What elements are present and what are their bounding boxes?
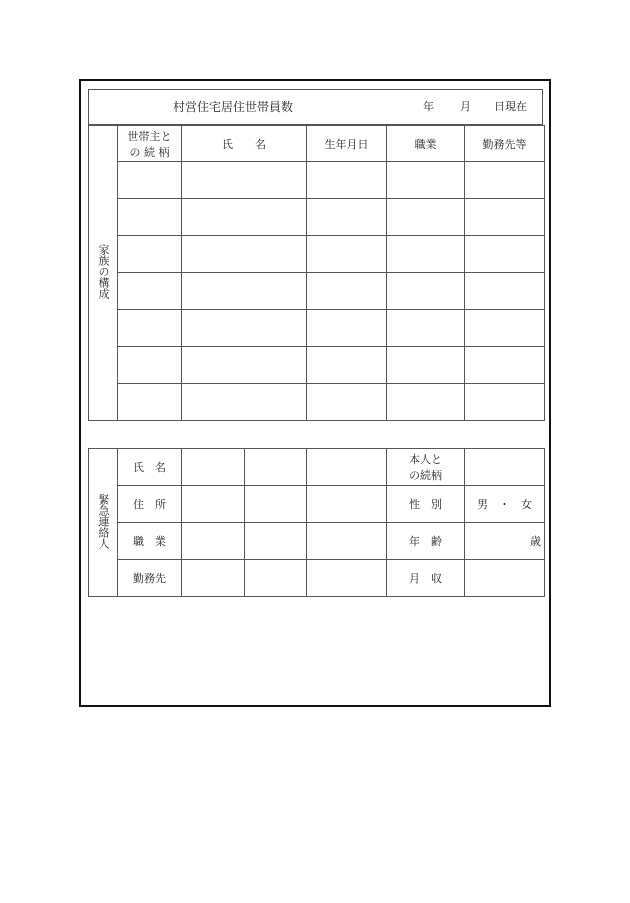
table-row (89, 310, 545, 347)
contact-job-field[interactable] (245, 523, 307, 560)
contact-sex-choice[interactable]: 男 ・ 女 (465, 486, 545, 523)
table-row (89, 560, 545, 597)
job-field[interactable] (387, 384, 465, 421)
work-field[interactable] (465, 310, 545, 347)
job-field[interactable] (387, 347, 465, 384)
job-header: 職業 (387, 126, 465, 162)
relation-header-line2: の 続 柄 (129, 145, 170, 159)
contact-relation-field[interactable] (465, 449, 545, 486)
emergency-table (88, 448, 545, 597)
table-row (89, 273, 545, 310)
contact-job-label: 職 業 (118, 523, 182, 560)
family-table (88, 125, 545, 421)
relation-field[interactable] (118, 273, 182, 310)
contact-age-label: 年 齢 (387, 523, 465, 560)
name-field[interactable] (182, 199, 307, 236)
contact-relation-line2: の続柄 (409, 469, 442, 482)
contact-address-field[interactable] (245, 486, 307, 523)
contact-job-field[interactable] (182, 523, 245, 560)
relation-field[interactable] (118, 236, 182, 273)
contact-name-field[interactable] (182, 449, 245, 486)
table-row (89, 199, 545, 236)
job-field[interactable] (387, 199, 465, 236)
date-day: 日現在 (494, 100, 527, 113)
contact-address-label: 住 所 (118, 486, 182, 523)
header-box (88, 89, 543, 125)
family-section-label: 家族の構成 (97, 244, 110, 299)
job-field[interactable] (387, 310, 465, 347)
contact-work-field[interactable] (245, 560, 307, 597)
job-field[interactable] (387, 273, 465, 310)
contact-name-field[interactable] (245, 449, 307, 486)
table-row (89, 347, 545, 384)
relation-field[interactable] (118, 199, 182, 236)
family-section-cell (89, 126, 118, 421)
relation-field[interactable] (118, 310, 182, 347)
name-field[interactable] (182, 162, 307, 199)
job-field[interactable] (387, 236, 465, 273)
work-field[interactable] (465, 199, 545, 236)
birth-field[interactable] (307, 236, 387, 273)
relation-field[interactable] (118, 347, 182, 384)
table-row (89, 523, 545, 560)
birth-header: 生年月日 (307, 126, 387, 162)
relation-header (118, 126, 182, 162)
date-month: 月 (460, 100, 471, 113)
contact-relation-label (387, 449, 465, 486)
contact-work-field[interactable] (182, 560, 245, 597)
contact-work-field[interactable] (307, 560, 387, 597)
contact-age-field[interactable] (465, 523, 545, 560)
emergency-section-cell (89, 449, 118, 597)
age-unit: 歳 (530, 535, 541, 548)
birth-field[interactable] (307, 199, 387, 236)
contact-income-field[interactable] (465, 560, 545, 597)
name-field[interactable] (182, 310, 307, 347)
name-field[interactable] (182, 236, 307, 273)
contact-work-label: 勤務先 (118, 560, 182, 597)
work-field[interactable] (465, 236, 545, 273)
birth-field[interactable] (307, 310, 387, 347)
contact-relation-line1: 本人と (409, 453, 442, 466)
job-field[interactable] (387, 162, 465, 199)
work-header: 勤務先等 (465, 126, 545, 162)
table-row (89, 449, 545, 486)
date-year: 年 (423, 100, 434, 113)
birth-field[interactable] (307, 384, 387, 421)
contact-address-field[interactable] (182, 486, 245, 523)
table-row (89, 236, 545, 273)
relation-header-line1: 世帯主と (127, 129, 172, 143)
name-field[interactable] (182, 347, 307, 384)
relation-field[interactable] (118, 162, 182, 199)
emergency-section-label: 緊急連絡人 (97, 493, 110, 549)
table-row (89, 486, 545, 523)
name-field[interactable] (182, 384, 307, 421)
relation-field[interactable] (118, 384, 182, 421)
birth-field[interactable] (307, 162, 387, 199)
table-row (89, 162, 545, 199)
contact-address-field[interactable] (307, 486, 387, 523)
contact-job-field[interactable] (307, 523, 387, 560)
work-field[interactable] (465, 347, 545, 384)
work-field[interactable] (465, 162, 545, 199)
name-header: 氏 名 (182, 126, 307, 162)
work-field[interactable] (465, 273, 545, 310)
birth-field[interactable] (307, 273, 387, 310)
table-row (89, 384, 545, 421)
work-field[interactable] (465, 384, 545, 421)
contact-name-label: 氏 名 (118, 449, 182, 486)
form-title: 村営住宅居住世帯員数 (173, 100, 294, 114)
contact-income-label: 月 収 (387, 560, 465, 597)
contact-sex-label: 性 別 (387, 486, 465, 523)
contact-name-field[interactable] (307, 449, 387, 486)
name-field[interactable] (182, 273, 307, 310)
birth-field[interactable] (307, 347, 387, 384)
